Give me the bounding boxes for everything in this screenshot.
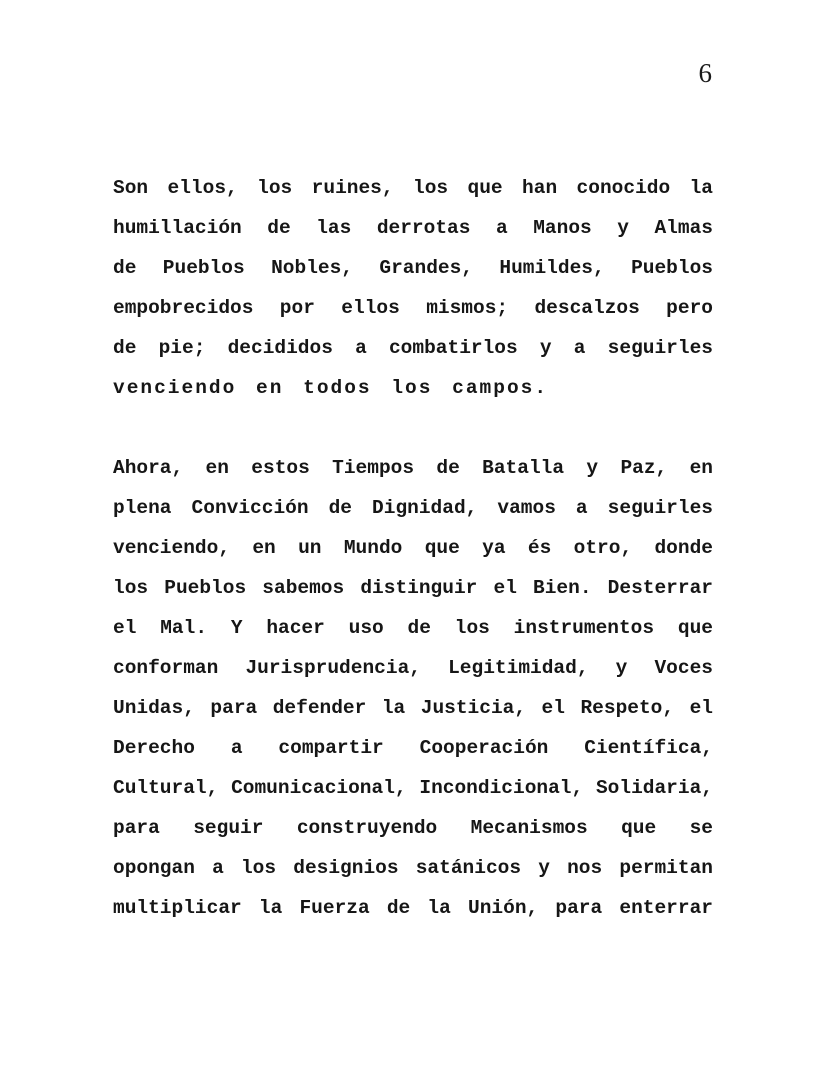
text-line: de Pueblos Nobles, Grandes, Humildes, Pueblos: [113, 257, 713, 279]
text-line: Cultural, Comunicacional, Incondicional, Solidaria,: [113, 777, 713, 799]
text-line: plena Convicción de Dignidad, vamos a seguirles: [113, 497, 713, 519]
text-line: venciendo en todos los campos.: [113, 377, 549, 399]
paragraph-2: [113, 448, 713, 928]
text-line: conforman Jurisprudencia, Legitimidad, y Voces: [113, 657, 713, 679]
text-line: los Pueblos sabemos distinguir el Bien. Desterrar: [113, 577, 713, 599]
text-line: empobrecidos por ellos mismos; descalzos pero: [113, 297, 713, 319]
document-body: [113, 168, 713, 968]
text-line: humillación de las derrotas a Manos y Almas: [113, 217, 713, 239]
text-line: para seguir construyendo Mecanismos que se: [113, 817, 713, 839]
text-line: venciendo, en un Mundo que ya és otro, donde: [113, 537, 713, 559]
text-line: el Mal. Y hacer uso de los instrumentos que: [113, 617, 713, 639]
text-line: Son ellos, los ruines, los que han conocido la: [113, 177, 713, 199]
text-line: Derecho a compartir Cooperación Científica,: [113, 737, 713, 759]
text-line: Ahora, en estos Tiempos de Batalla y Paz, en: [113, 457, 713, 479]
text-line: Unidas, para defender la Justicia, el Respeto, el: [113, 697, 713, 719]
page-number: 6: [698, 58, 712, 88]
paragraph-1: [113, 168, 713, 408]
text-line: de pie; decididos a combatirlos y a seguirles: [113, 337, 713, 359]
text-line: multiplicar la Fuerza de la Unión, para enterrar: [113, 897, 713, 919]
text-line: opongan a los designios satánicos y nos permitan: [113, 857, 713, 879]
